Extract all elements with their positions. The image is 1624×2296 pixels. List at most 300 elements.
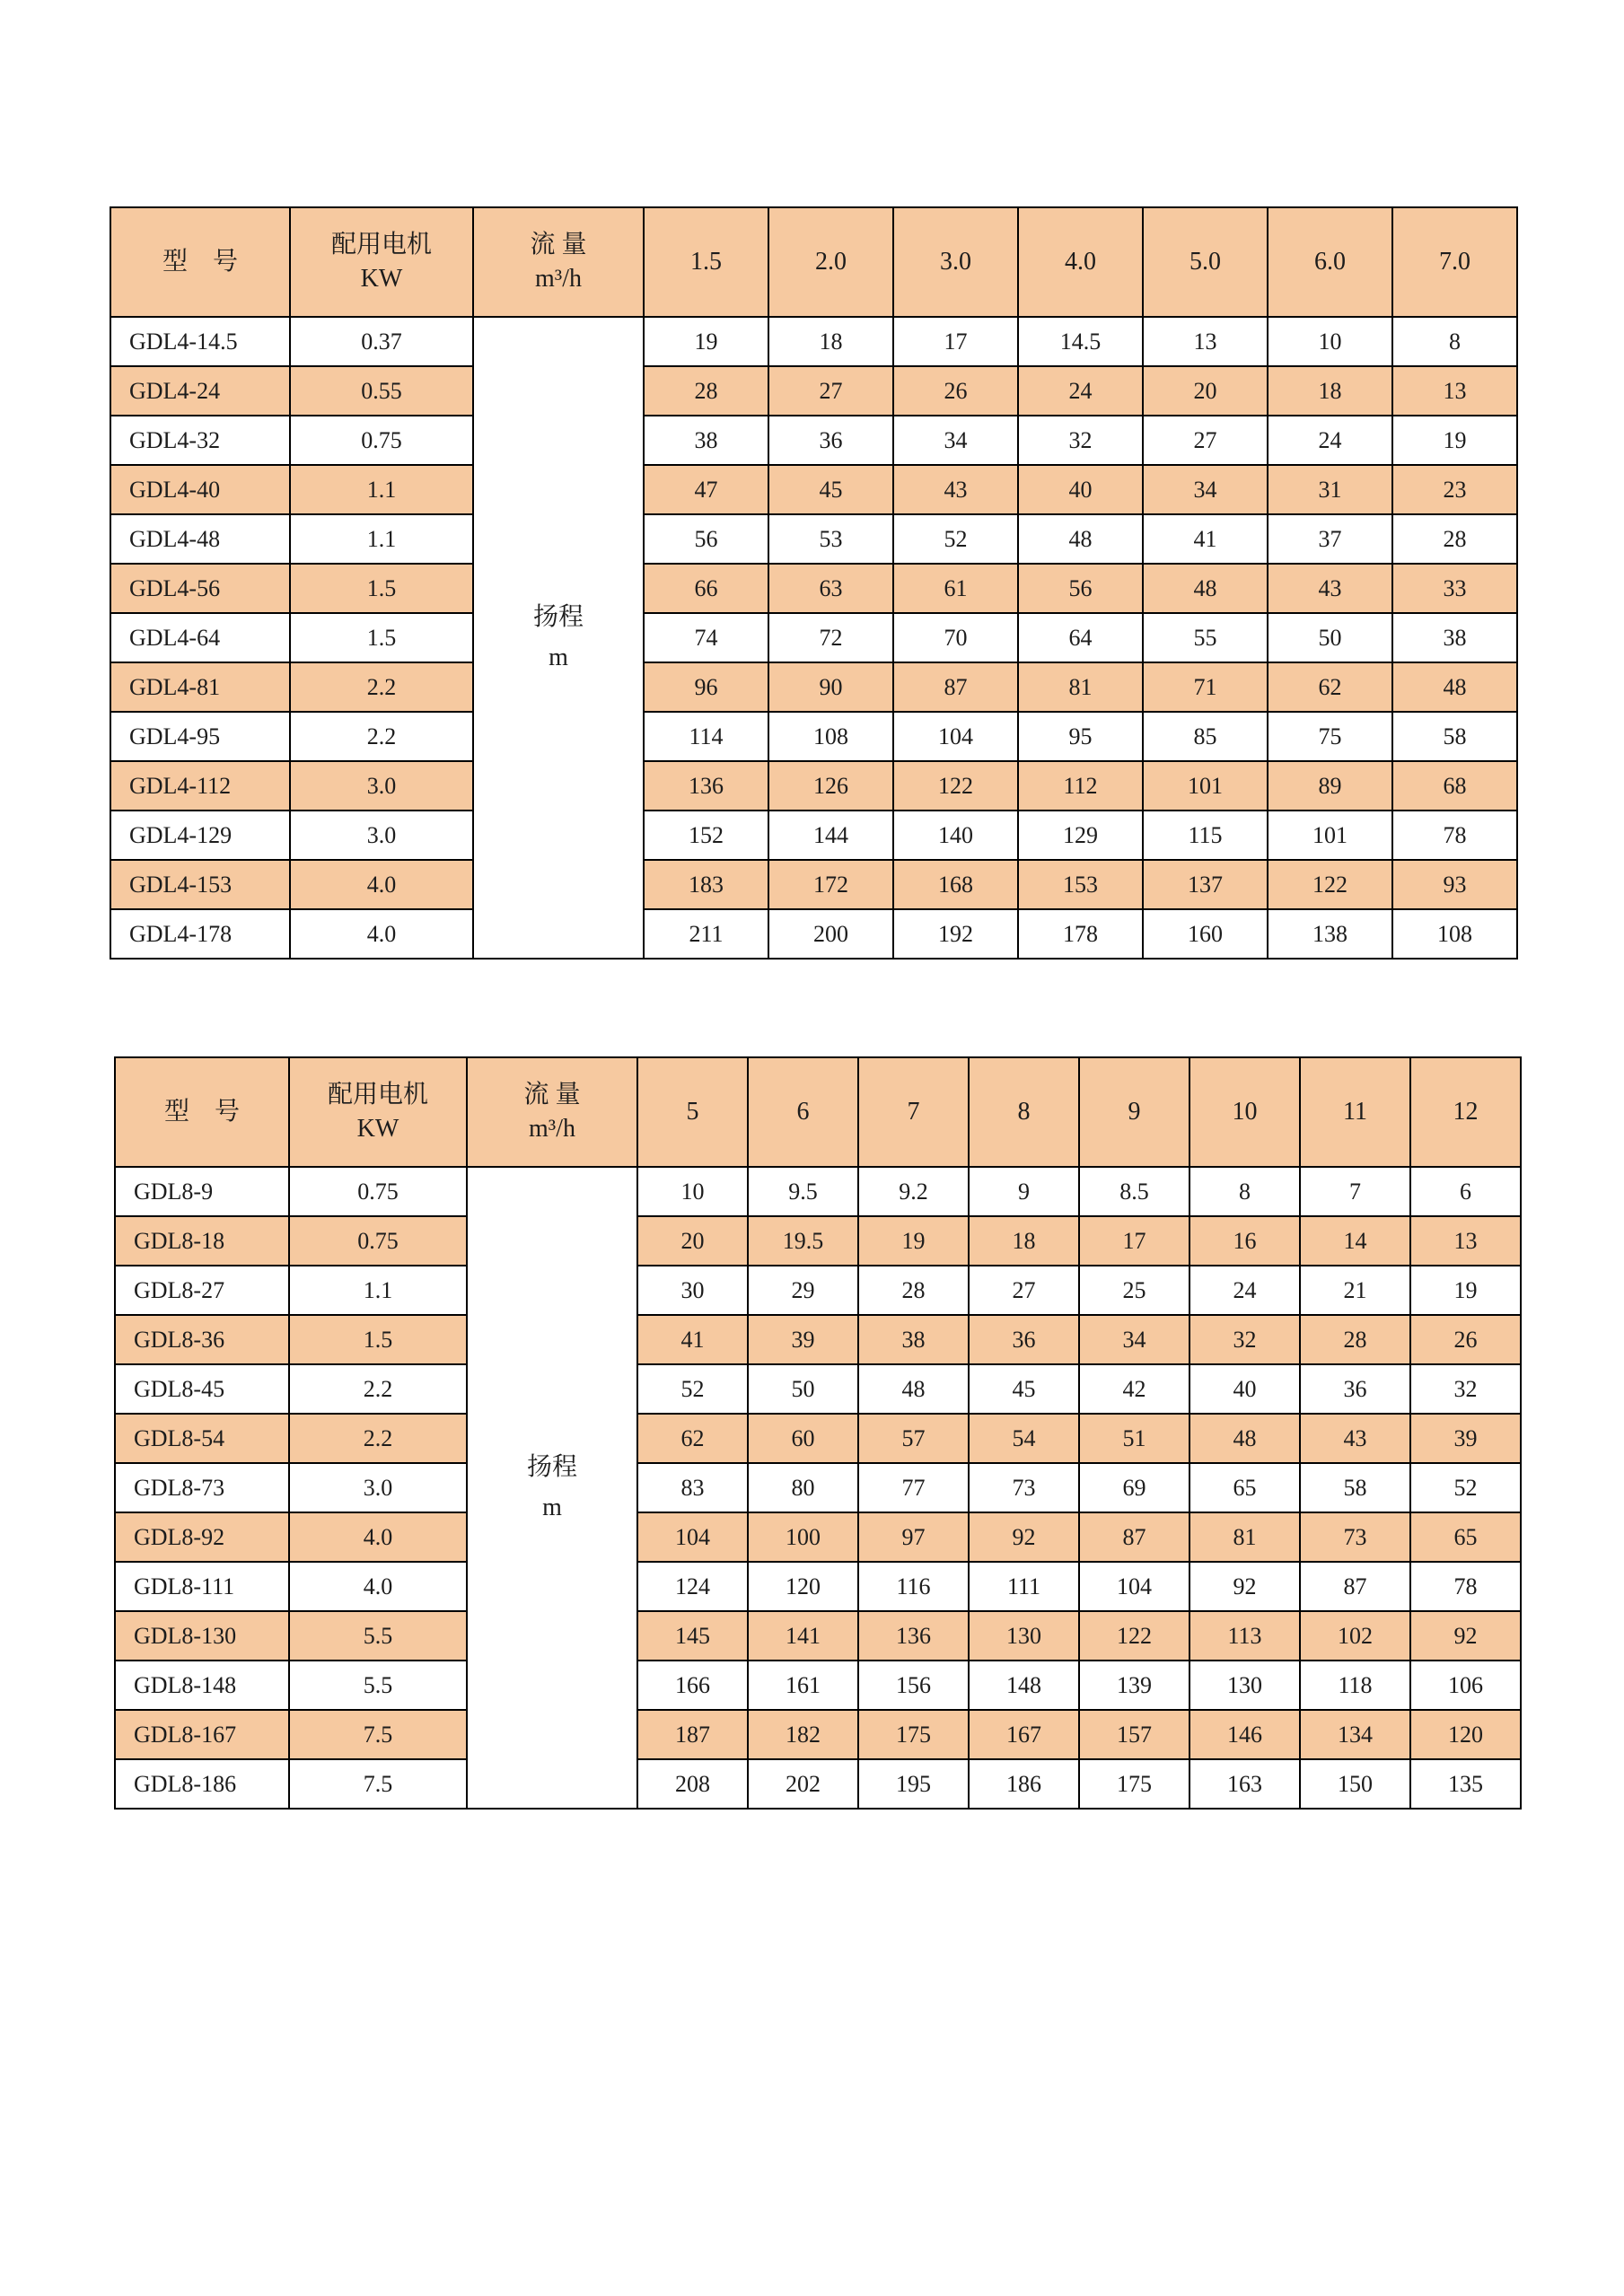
header-line-2: m³/h (529, 1115, 575, 1143)
head-value-cell: 17 (893, 317, 1018, 366)
head-value-cell: 38 (1392, 613, 1517, 662)
model-cell: GDL4-64 (110, 613, 290, 662)
head-value-cell: 16 (1189, 1216, 1300, 1266)
flow-value-header: 8 (969, 1057, 1079, 1167)
head-value-cell: 55 (1143, 613, 1268, 662)
flow-value-header: 11 (1300, 1057, 1410, 1167)
head-value-cell: 34 (893, 416, 1018, 465)
head-value-cell: 68 (1392, 761, 1517, 811)
table-row (110, 811, 1517, 860)
flow-value-header: 4.0 (1018, 207, 1143, 317)
head-value-cell: 130 (969, 1611, 1079, 1661)
head-value-cell: 32 (1018, 416, 1143, 465)
head-value-cell: 93 (1392, 860, 1517, 909)
head-value-cell: 28 (644, 366, 768, 416)
flow-value-header: 7.0 (1392, 207, 1517, 317)
head-value-cell: 161 (748, 1661, 858, 1710)
head-value-cell: 23 (1392, 465, 1517, 514)
motor-kw-cell: 0.55 (290, 366, 473, 416)
model-cell: GDL8-92 (115, 1512, 289, 1562)
table-row (115, 1611, 1521, 1661)
head-value-cell: 36 (768, 416, 893, 465)
head-value-cell: 73 (969, 1463, 1079, 1512)
head-value-cell: 211 (644, 909, 768, 959)
head-value-cell: 92 (1410, 1611, 1521, 1661)
head-value-cell: 9 (969, 1167, 1079, 1216)
head-value-cell: 56 (644, 514, 768, 564)
model-header: 型 号 (115, 1057, 289, 1167)
model-cell: GDL4-14.5 (110, 317, 290, 366)
head-value-cell: 138 (1268, 909, 1392, 959)
motor-kw-cell: 4.0 (289, 1562, 467, 1611)
head-value-cell: 72 (768, 613, 893, 662)
head-value-cell: 104 (893, 712, 1018, 761)
model-cell: GDL4-95 (110, 712, 290, 761)
table-row (110, 416, 1517, 465)
model-cell: GDL8-73 (115, 1463, 289, 1512)
table-row (115, 1414, 1521, 1463)
motor-kw-cell: 4.0 (290, 909, 473, 959)
head-value-cell: 183 (644, 860, 768, 909)
head-value-cell: 153 (1018, 860, 1143, 909)
table-row (110, 761, 1517, 811)
gdl8-table (114, 1056, 1522, 1810)
motor-kw-cell: 2.2 (289, 1414, 467, 1463)
header-line-2: m³/h (535, 265, 582, 293)
head-value-cell: 52 (893, 514, 1018, 564)
flow-value-header: 6.0 (1268, 207, 1392, 317)
head-value-cell: 95 (1018, 712, 1143, 761)
head-value-cell: 54 (969, 1414, 1079, 1463)
head-value-cell: 20 (1143, 366, 1268, 416)
head-value-cell: 144 (768, 811, 893, 860)
flow-rate-header (473, 207, 644, 317)
head-value-cell: 69 (1079, 1463, 1189, 1512)
head-value-cell: 38 (858, 1315, 969, 1364)
head-value-cell: 73 (1300, 1512, 1410, 1562)
head-value-cell: 136 (858, 1611, 969, 1661)
motor-kw-cell: 1.5 (290, 564, 473, 613)
head-value-cell: 8.5 (1079, 1167, 1189, 1216)
head-value-cell: 139 (1079, 1661, 1189, 1710)
head-value-cell: 134 (1300, 1710, 1410, 1759)
flow-value-header: 5.0 (1143, 207, 1268, 317)
head-value-cell: 61 (893, 564, 1018, 613)
head-value-cell: 41 (637, 1315, 748, 1364)
head-value-cell: 8 (1189, 1167, 1300, 1216)
head-value-cell: 33 (1392, 564, 1517, 613)
head-value-cell: 80 (748, 1463, 858, 1512)
head-value-cell: 18 (969, 1216, 1079, 1266)
head-value-cell: 87 (893, 662, 1018, 712)
head-value-cell: 50 (1268, 613, 1392, 662)
head-value-cell: 104 (1079, 1562, 1189, 1611)
head-value-cell: 108 (768, 712, 893, 761)
header-line-1: 流 量 (523, 1081, 581, 1109)
head-value-cell: 13 (1410, 1216, 1521, 1266)
head-value-cell: 160 (1143, 909, 1268, 959)
head-value-cell: 24 (1189, 1266, 1300, 1315)
head-value-cell: 157 (1079, 1710, 1189, 1759)
head-value-cell: 52 (637, 1364, 748, 1414)
header-line-2: m (542, 1493, 562, 1521)
head-value-cell: 48 (1018, 514, 1143, 564)
model-header: 型 号 (110, 207, 290, 317)
head-value-cell: 97 (858, 1512, 969, 1562)
head-value-cell: 9.5 (748, 1167, 858, 1216)
model-cell: GDL4-153 (110, 860, 290, 909)
head-value-cell: 104 (637, 1512, 748, 1562)
head-value-cell: 146 (1189, 1710, 1300, 1759)
motor-kw-cell: 0.37 (290, 317, 473, 366)
head-value-cell: 114 (644, 712, 768, 761)
head-value-cell: 78 (1392, 811, 1517, 860)
head-value-cell: 34 (1079, 1315, 1189, 1364)
header-row (115, 1057, 1521, 1167)
head-unit-merged-cell (467, 1167, 637, 1809)
head-value-cell: 187 (637, 1710, 748, 1759)
head-value-cell: 19 (1392, 416, 1517, 465)
head-value-cell: 8 (1392, 317, 1517, 366)
model-cell: GDL8-18 (115, 1216, 289, 1266)
model-cell: GDL8-45 (115, 1364, 289, 1414)
table-row (110, 909, 1517, 959)
head-value-cell: 156 (858, 1661, 969, 1710)
table-row (115, 1661, 1521, 1710)
head-value-cell: 39 (748, 1315, 858, 1364)
head-value-cell: 38 (644, 416, 768, 465)
motor-kw-cell: 1.5 (289, 1315, 467, 1364)
head-value-cell: 62 (1268, 662, 1392, 712)
head-value-cell: 208 (637, 1759, 748, 1809)
head-value-cell: 101 (1268, 811, 1392, 860)
head-value-cell: 78 (1410, 1562, 1521, 1611)
head-value-cell: 102 (1300, 1611, 1410, 1661)
table-row (115, 1759, 1521, 1809)
header-line-1: 扬程 (532, 602, 584, 631)
head-value-cell: 53 (768, 514, 893, 564)
table-row (115, 1512, 1521, 1562)
motor-kw-cell: 4.0 (290, 860, 473, 909)
head-value-cell: 48 (858, 1364, 969, 1414)
head-value-cell: 63 (768, 564, 893, 613)
flow-value-header: 10 (1189, 1057, 1300, 1167)
head-value-cell: 65 (1189, 1463, 1300, 1512)
table-row (110, 366, 1517, 416)
head-value-cell: 70 (893, 613, 1018, 662)
head-value-cell: 111 (969, 1562, 1079, 1611)
head-value-cell: 175 (1079, 1759, 1189, 1809)
header-line-1: 配用电机 (330, 231, 432, 259)
model-cell: GDL8-186 (115, 1759, 289, 1809)
head-value-cell: 10 (637, 1167, 748, 1216)
flow-value-header: 12 (1410, 1057, 1521, 1167)
model-cell: GDL4-48 (110, 514, 290, 564)
gdl8-spec-table-section (114, 1056, 1522, 1810)
motor-kw-cell: 2.2 (289, 1364, 467, 1414)
head-value-cell: 27 (969, 1266, 1079, 1315)
head-value-cell: 29 (748, 1266, 858, 1315)
head-value-cell: 113 (1189, 1611, 1300, 1661)
head-value-cell: 145 (637, 1611, 748, 1661)
gdl4-spec-table-section (110, 206, 1518, 960)
head-value-cell: 43 (1300, 1414, 1410, 1463)
model-cell: GDL8-27 (115, 1266, 289, 1315)
motor-kw-cell: 7.5 (289, 1759, 467, 1809)
head-value-cell: 60 (748, 1414, 858, 1463)
table-row (115, 1562, 1521, 1611)
head-value-cell: 24 (1268, 416, 1392, 465)
head-value-cell: 122 (1079, 1611, 1189, 1661)
head-value-cell: 36 (969, 1315, 1079, 1364)
model-cell: GDL8-167 (115, 1710, 289, 1759)
head-value-cell: 45 (969, 1364, 1079, 1414)
head-value-cell: 90 (768, 662, 893, 712)
table-row (115, 1710, 1521, 1759)
head-value-cell: 17 (1079, 1216, 1189, 1266)
head-value-cell: 168 (893, 860, 1018, 909)
table-row (115, 1167, 1521, 1216)
head-value-cell: 85 (1143, 712, 1268, 761)
head-value-cell: 89 (1268, 761, 1392, 811)
head-value-cell: 150 (1300, 1759, 1410, 1809)
head-value-cell: 87 (1079, 1512, 1189, 1562)
header-line-2: KW (360, 265, 403, 293)
flow-rate-header (467, 1057, 637, 1167)
header-row (110, 207, 1517, 317)
table-row (110, 662, 1517, 712)
head-value-cell: 36 (1300, 1364, 1410, 1414)
head-value-cell: 31 (1268, 465, 1392, 514)
motor-kw-cell: 1.1 (289, 1266, 467, 1315)
head-value-cell: 19.5 (748, 1216, 858, 1266)
head-value-cell: 178 (1018, 909, 1143, 959)
head-value-cell: 66 (644, 564, 768, 613)
head-value-cell: 13 (1143, 317, 1268, 366)
head-value-cell: 28 (858, 1266, 969, 1315)
motor-kw-cell: 0.75 (289, 1167, 467, 1216)
model-cell: GDL8-148 (115, 1661, 289, 1710)
head-value-cell: 120 (1410, 1710, 1521, 1759)
head-value-cell: 18 (1268, 366, 1392, 416)
head-value-cell: 40 (1018, 465, 1143, 514)
head-value-cell: 48 (1392, 662, 1517, 712)
head-value-cell: 92 (1189, 1562, 1300, 1611)
head-value-cell: 100 (748, 1512, 858, 1562)
head-value-cell: 81 (1018, 662, 1143, 712)
head-value-cell: 106 (1410, 1661, 1521, 1710)
head-value-cell: 186 (969, 1759, 1079, 1809)
head-value-cell: 163 (1189, 1759, 1300, 1809)
head-value-cell: 21 (1300, 1266, 1410, 1315)
head-value-cell: 182 (748, 1710, 858, 1759)
head-value-cell: 47 (644, 465, 768, 514)
head-value-cell: 64 (1018, 613, 1143, 662)
motor-power-header (290, 207, 473, 317)
table-row (110, 514, 1517, 564)
table-row (110, 465, 1517, 514)
model-cell: GDL4-112 (110, 761, 290, 811)
flow-value-header: 5 (637, 1057, 748, 1167)
head-value-cell: 27 (1143, 416, 1268, 465)
head-value-cell: 192 (893, 909, 1018, 959)
head-value-cell: 28 (1392, 514, 1517, 564)
head-value-cell: 51 (1079, 1414, 1189, 1463)
table-row (110, 564, 1517, 613)
head-value-cell: 32 (1189, 1315, 1300, 1364)
motor-power-header (289, 1057, 467, 1167)
head-value-cell: 92 (969, 1512, 1079, 1562)
header-line-1: 流 量 (530, 231, 587, 259)
motor-kw-cell: 7.5 (289, 1710, 467, 1759)
head-value-cell: 65 (1410, 1512, 1521, 1562)
table-row (115, 1364, 1521, 1414)
head-value-cell: 52 (1410, 1463, 1521, 1512)
motor-kw-cell: 1.1 (290, 514, 473, 564)
model-cell: GDL4-129 (110, 811, 290, 860)
head-value-cell: 50 (748, 1364, 858, 1414)
head-value-cell: 20 (637, 1216, 748, 1266)
table-row (115, 1315, 1521, 1364)
flow-value-header: 3.0 (893, 207, 1018, 317)
model-cell: GDL8-111 (115, 1562, 289, 1611)
flow-value-header: 6 (748, 1057, 858, 1167)
table-row (110, 613, 1517, 662)
gdl4-table (110, 206, 1518, 960)
flow-value-header: 2.0 (768, 207, 893, 317)
head-value-cell: 10 (1268, 317, 1392, 366)
head-value-cell: 148 (969, 1661, 1079, 1710)
head-value-cell: 58 (1392, 712, 1517, 761)
head-value-cell: 122 (1268, 860, 1392, 909)
head-value-cell: 9.2 (858, 1167, 969, 1216)
model-cell: GDL8-54 (115, 1414, 289, 1463)
head-value-cell: 32 (1410, 1364, 1521, 1414)
head-value-cell: 43 (1268, 564, 1392, 613)
head-value-cell: 126 (768, 761, 893, 811)
head-value-cell: 27 (768, 366, 893, 416)
head-value-cell: 202 (748, 1759, 858, 1809)
head-value-cell: 19 (1410, 1266, 1521, 1315)
head-value-cell: 175 (858, 1710, 969, 1759)
head-value-cell: 137 (1143, 860, 1268, 909)
head-value-cell: 118 (1300, 1661, 1410, 1710)
model-cell: GDL4-24 (110, 366, 290, 416)
model-cell: GDL4-40 (110, 465, 290, 514)
head-value-cell: 135 (1410, 1759, 1521, 1809)
head-value-cell: 116 (858, 1562, 969, 1611)
head-value-cell: 14 (1300, 1216, 1410, 1266)
head-value-cell: 39 (1410, 1414, 1521, 1463)
head-value-cell: 74 (644, 613, 768, 662)
table-row (115, 1216, 1521, 1266)
model-cell: GDL4-32 (110, 416, 290, 465)
head-value-cell: 101 (1143, 761, 1268, 811)
head-value-cell: 130 (1189, 1661, 1300, 1710)
head-value-cell: 124 (637, 1562, 748, 1611)
head-value-cell: 129 (1018, 811, 1143, 860)
header-line-2: KW (356, 1115, 399, 1143)
head-value-cell: 83 (637, 1463, 748, 1512)
head-value-cell: 41 (1143, 514, 1268, 564)
motor-kw-cell: 5.5 (289, 1611, 467, 1661)
head-value-cell: 172 (768, 860, 893, 909)
head-value-cell: 56 (1018, 564, 1143, 613)
head-value-cell: 58 (1300, 1463, 1410, 1512)
model-cell: GDL4-81 (110, 662, 290, 712)
motor-kw-cell: 0.75 (290, 416, 473, 465)
flow-value-header: 1.5 (644, 207, 768, 317)
head-value-cell: 18 (768, 317, 893, 366)
head-value-cell: 40 (1189, 1364, 1300, 1414)
head-value-cell: 19 (858, 1216, 969, 1266)
table-row (110, 317, 1517, 366)
head-value-cell: 26 (893, 366, 1018, 416)
head-value-cell: 34 (1143, 465, 1268, 514)
head-value-cell: 81 (1189, 1512, 1300, 1562)
head-value-cell: 6 (1410, 1167, 1521, 1216)
head-value-cell: 152 (644, 811, 768, 860)
head-value-cell: 108 (1392, 909, 1517, 959)
head-value-cell: 167 (969, 1710, 1079, 1759)
head-value-cell: 96 (644, 662, 768, 712)
model-cell: GDL8-9 (115, 1167, 289, 1216)
head-value-cell: 120 (748, 1562, 858, 1611)
head-value-cell: 13 (1392, 366, 1517, 416)
head-value-cell: 25 (1079, 1266, 1189, 1315)
head-value-cell: 24 (1018, 366, 1143, 416)
head-value-cell: 45 (768, 465, 893, 514)
head-value-cell: 71 (1143, 662, 1268, 712)
head-value-cell: 87 (1300, 1562, 1410, 1611)
head-value-cell: 37 (1268, 514, 1392, 564)
table-row (115, 1463, 1521, 1512)
head-value-cell: 200 (768, 909, 893, 959)
head-value-cell: 136 (644, 761, 768, 811)
table-row (110, 712, 1517, 761)
head-value-cell: 19 (644, 317, 768, 366)
header-line-1: 配用电机 (327, 1081, 428, 1109)
head-value-cell: 112 (1018, 761, 1143, 811)
motor-kw-cell: 3.0 (290, 811, 473, 860)
motor-kw-cell: 5.5 (289, 1661, 467, 1710)
header-line-1: 扬程 (526, 1452, 577, 1481)
head-value-cell: 48 (1189, 1414, 1300, 1463)
head-value-cell: 140 (893, 811, 1018, 860)
model-cell: GDL4-56 (110, 564, 290, 613)
head-value-cell: 195 (858, 1759, 969, 1809)
motor-kw-cell: 2.2 (290, 662, 473, 712)
head-value-cell: 7 (1300, 1167, 1410, 1216)
motor-kw-cell: 4.0 (289, 1512, 467, 1562)
head-unit-merged-cell (473, 317, 644, 959)
motor-kw-cell: 0.75 (289, 1216, 467, 1266)
model-cell: GDL4-178 (110, 909, 290, 959)
head-value-cell: 26 (1410, 1315, 1521, 1364)
head-value-cell: 122 (893, 761, 1018, 811)
table-row (115, 1266, 1521, 1315)
motor-kw-cell: 1.5 (290, 613, 473, 662)
header-line-2: m (549, 643, 568, 671)
head-value-cell: 75 (1268, 712, 1392, 761)
motor-kw-cell: 3.0 (289, 1463, 467, 1512)
model-cell: GDL8-36 (115, 1315, 289, 1364)
motor-kw-cell: 2.2 (290, 712, 473, 761)
flow-value-header: 9 (1079, 1057, 1189, 1167)
table-row (110, 860, 1517, 909)
motor-kw-cell: 3.0 (290, 761, 473, 811)
model-cell: GDL8-130 (115, 1611, 289, 1661)
